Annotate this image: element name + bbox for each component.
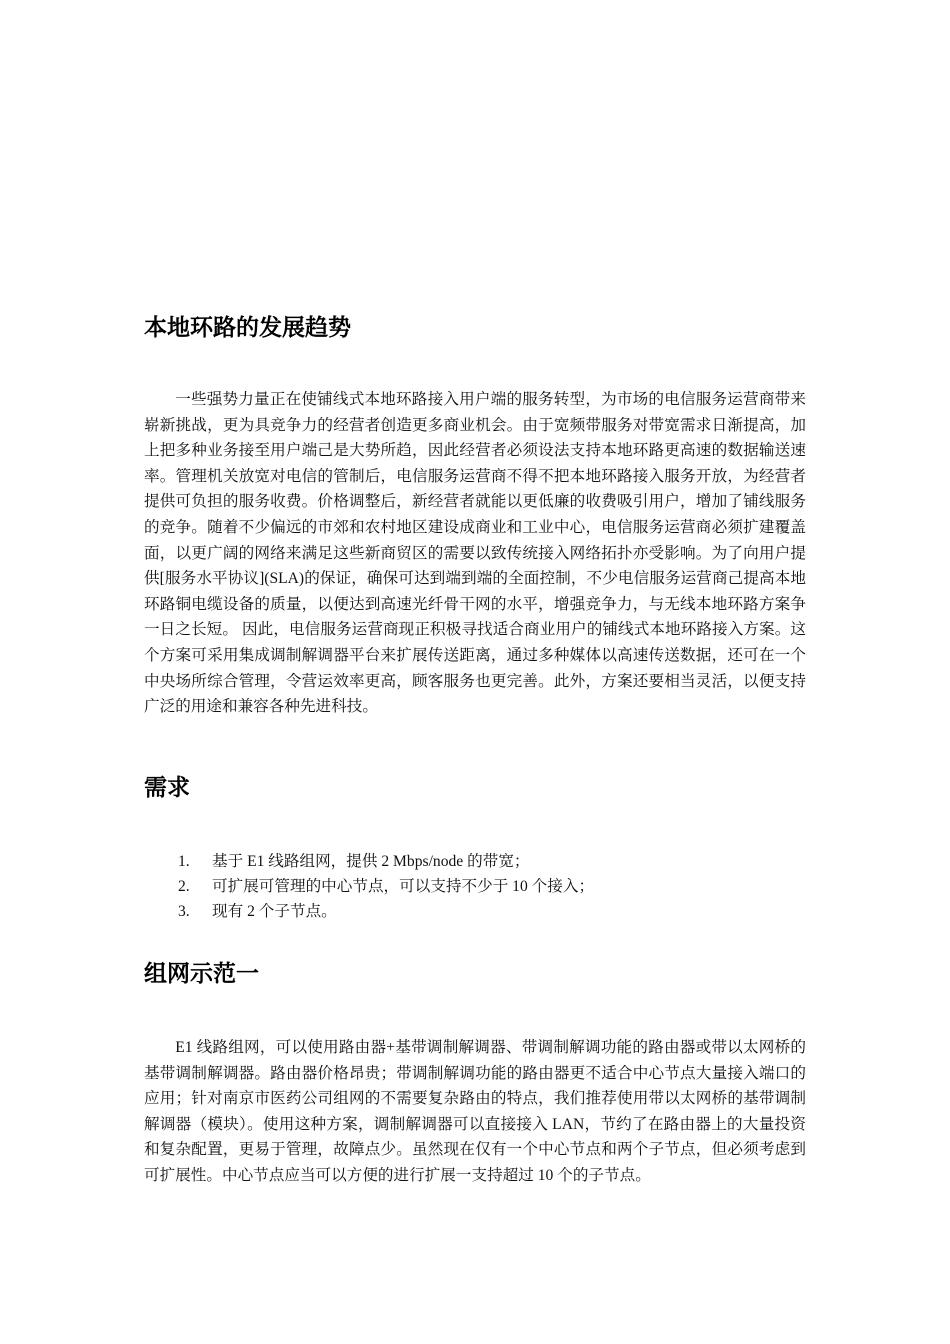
- heading-requirements: 需求: [144, 775, 190, 801]
- list-item: [144, 874, 594, 899]
- list-item-number: 3.: [178, 903, 190, 920]
- list-item-number: 1.: [178, 853, 190, 870]
- heading-trend: 本地环路的发展趋势: [144, 315, 351, 341]
- list-item: [144, 899, 594, 924]
- list-item-text: 可扩展可管理的中心节点，可以支持不少于 10 个接入；: [212, 878, 595, 895]
- list-item-text: 基于 E1 线路组网，提供 2 Mbps/node 的带宽；: [212, 853, 530, 870]
- heading-example: 组网示范一: [144, 961, 259, 987]
- list-item-number: 2.: [178, 878, 190, 895]
- requirements-list: [144, 849, 594, 924]
- list-item-text: 现有 2 个子节点。: [212, 903, 337, 920]
- paragraph-trend: 一些强势力量正在使铺线式本地环路接入用户端的服务转型，为市场的电信服务运营商带来崭新挑战，更为具竞争力的经营者创造更多商业机会。由于宽频带服务对带宽需求日渐提高，加上把多种业务接至用户端己是大势所趋，因此经营者必须设法支持本地环路更高速的数据输送速率。管理机关放宽对电信的管制后，电信服务运营商不得不把本地环路接入服务开放，为经营者提供可负担的服务收费。价格调整后，新经营者就能以更低廉的收费吸引用户，增加了铺线服务的竞争。随着不少偏远的市郊和农村地区建设成商业和工业中心，电信服务运营商必须扩建覆盖面，以更广阔的网络来满足这些新商贸区的需要以致传统接入网络拓扑亦受影响。为了向用户提供[服务水平协议](SLA)的保证，确保可达到端到端的全面控制，不少电信服务运营商己提高本地环路铜电缆设备的质量，以便达到高速光纤骨干网的水平，增强竞争力，与无线本地环路方案争一日之长短。 因此，电信服务运营商现正积极寻找适合商业用户的铺线式本地环路接入方案。这个方案可采用集成调制解调器平台来扩展传送距离，通过多种媒体以高速传送数据，还可在一个中央场所综合管理，令营运效率更高，顾客服务也更完善。此外，方案还要相当灵活，以便支持广泛的用途和兼容各种先进科技。: [144, 391, 806, 716]
- list-item: [144, 849, 594, 874]
- paragraph-example: E1 线路组网，可以使用路由器+基带调制解调器、带调制解调功能的路由器或带以太网桥的基带调制解调器。路由器价格昂贵；带调制解调功能的路由器更不适合中心节点大量接入端口的应用；针对南京市医药公司组网的不需要复杂路由的特点，我们推荐使用带以太网桥的基带调制解调器（模块）。使用这种方案，调制解调器可以直接接入 LAN，节约了在路由器上的大量投资和复杂配置，更易于管理，故障点少。虽然现在仅有一个中心节点和两个子节点，但必须考虑到可扩展性。中心节点应当可以方便的进行扩展一支持超过 10 个的子节点。: [144, 1039, 806, 1184]
